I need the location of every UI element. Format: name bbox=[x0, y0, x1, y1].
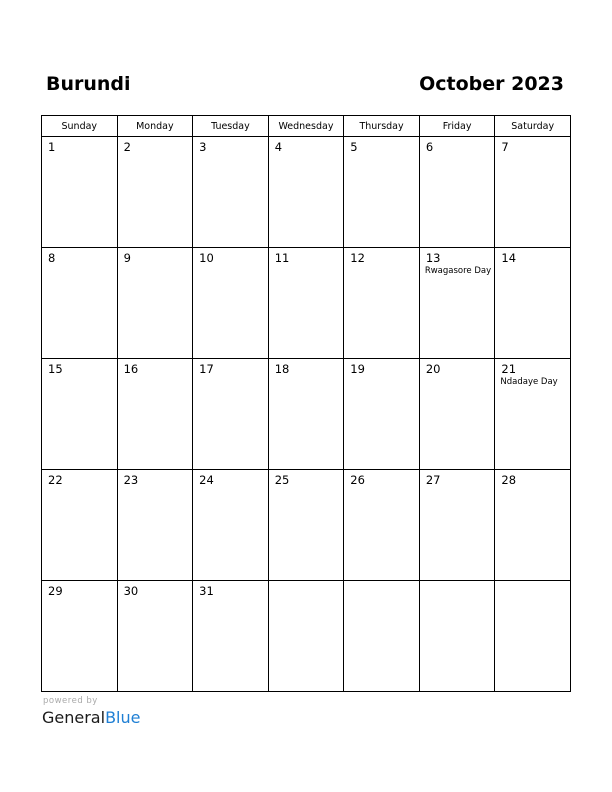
weekday-header: Sunday bbox=[42, 116, 118, 137]
day-number: 31 bbox=[199, 584, 214, 598]
day-number: 24 bbox=[199, 473, 214, 487]
day-cell bbox=[495, 581, 571, 692]
day-cell bbox=[42, 581, 118, 692]
day-cell bbox=[117, 359, 193, 470]
day-number: 1 bbox=[48, 140, 56, 154]
day-number: 29 bbox=[48, 584, 63, 598]
day-number: 27 bbox=[425, 473, 441, 487]
holiday-label: Ndadaye Day bbox=[500, 377, 558, 387]
day-number: 2 bbox=[123, 140, 131, 154]
calendar-grid bbox=[41, 115, 571, 692]
day-number: 28 bbox=[501, 473, 517, 487]
day-cell bbox=[419, 470, 495, 581]
day-cell bbox=[193, 359, 269, 470]
day-number: 12 bbox=[350, 251, 365, 265]
holiday-label: Rwagasore Day bbox=[424, 266, 492, 276]
day-number: 22 bbox=[48, 473, 63, 487]
day-cell bbox=[495, 248, 571, 359]
day-cell bbox=[193, 470, 269, 581]
day-number: 8 bbox=[48, 251, 56, 265]
day-number bbox=[495, 581, 570, 584]
day-number: 16 bbox=[123, 362, 139, 376]
day-cell bbox=[495, 137, 571, 248]
weekday-header: Monday bbox=[117, 116, 193, 137]
week-row bbox=[42, 470, 571, 581]
day-cell bbox=[117, 137, 193, 248]
weekday-header: Friday bbox=[419, 116, 495, 137]
day-cell bbox=[268, 137, 344, 248]
day-cell bbox=[419, 581, 495, 692]
brand-logo[interactable] bbox=[42, 708, 140, 728]
day-number: 21 bbox=[501, 362, 517, 376]
day-number: 11 bbox=[274, 251, 290, 265]
week-row bbox=[42, 581, 571, 692]
day-number: 13 bbox=[425, 251, 441, 265]
day-cell bbox=[495, 470, 571, 581]
day-cell bbox=[268, 581, 344, 692]
day-number: 17 bbox=[199, 362, 214, 376]
week-row bbox=[42, 359, 571, 470]
day-number: 5 bbox=[350, 140, 358, 154]
day-cell bbox=[42, 248, 118, 359]
day-cell bbox=[193, 137, 269, 248]
weekday-header: Saturday bbox=[495, 116, 571, 137]
day-cell bbox=[117, 470, 193, 581]
day-number: 20 bbox=[425, 362, 441, 376]
weekday-header: Wednesday bbox=[268, 116, 344, 137]
day-number: 25 bbox=[274, 473, 290, 487]
weekday-header-row bbox=[42, 116, 571, 137]
day-cell bbox=[193, 248, 269, 359]
day-cell bbox=[117, 581, 193, 692]
day-number: 9 bbox=[123, 251, 131, 265]
day-number: 18 bbox=[274, 362, 290, 376]
day-cell bbox=[419, 137, 495, 248]
day-number: 19 bbox=[350, 362, 365, 376]
day-cell bbox=[419, 248, 495, 359]
day-number: 26 bbox=[350, 473, 365, 487]
day-cell bbox=[344, 470, 420, 581]
day-cell bbox=[495, 359, 571, 470]
week-row bbox=[42, 137, 571, 248]
day-cell bbox=[193, 581, 269, 692]
day-cell bbox=[419, 359, 495, 470]
day-number: 3 bbox=[199, 140, 207, 154]
day-cell bbox=[42, 470, 118, 581]
day-number bbox=[344, 581, 419, 584]
day-number: 30 bbox=[123, 584, 139, 598]
day-number bbox=[420, 581, 495, 584]
weekday-header: Tuesday bbox=[193, 116, 269, 137]
day-number: 6 bbox=[425, 140, 434, 154]
day-cell bbox=[268, 248, 344, 359]
day-cell bbox=[344, 248, 420, 359]
day-cell bbox=[268, 359, 344, 470]
day-cell bbox=[42, 359, 118, 470]
brand-logo-part1: General bbox=[42, 708, 106, 727]
day-number: 23 bbox=[123, 473, 139, 487]
day-cell bbox=[117, 248, 193, 359]
day-cell bbox=[344, 581, 420, 692]
powered-by-label: powered by bbox=[43, 696, 98, 706]
day-number: 7 bbox=[501, 140, 509, 154]
day-cell bbox=[344, 359, 420, 470]
day-number: 14 bbox=[501, 251, 517, 265]
day-number: 4 bbox=[274, 140, 283, 154]
day-cell bbox=[344, 137, 420, 248]
day-cell bbox=[268, 470, 344, 581]
brand-logo-part2: Blue bbox=[105, 708, 141, 727]
country-title: Burundi bbox=[46, 73, 131, 95]
day-cell bbox=[42, 137, 118, 248]
month-title: October 2023 bbox=[419, 73, 564, 95]
weekday-header: Thursday bbox=[344, 116, 420, 137]
day-number: 15 bbox=[48, 362, 63, 376]
day-number: 10 bbox=[199, 251, 214, 265]
day-number bbox=[269, 581, 344, 584]
week-row bbox=[42, 248, 571, 359]
